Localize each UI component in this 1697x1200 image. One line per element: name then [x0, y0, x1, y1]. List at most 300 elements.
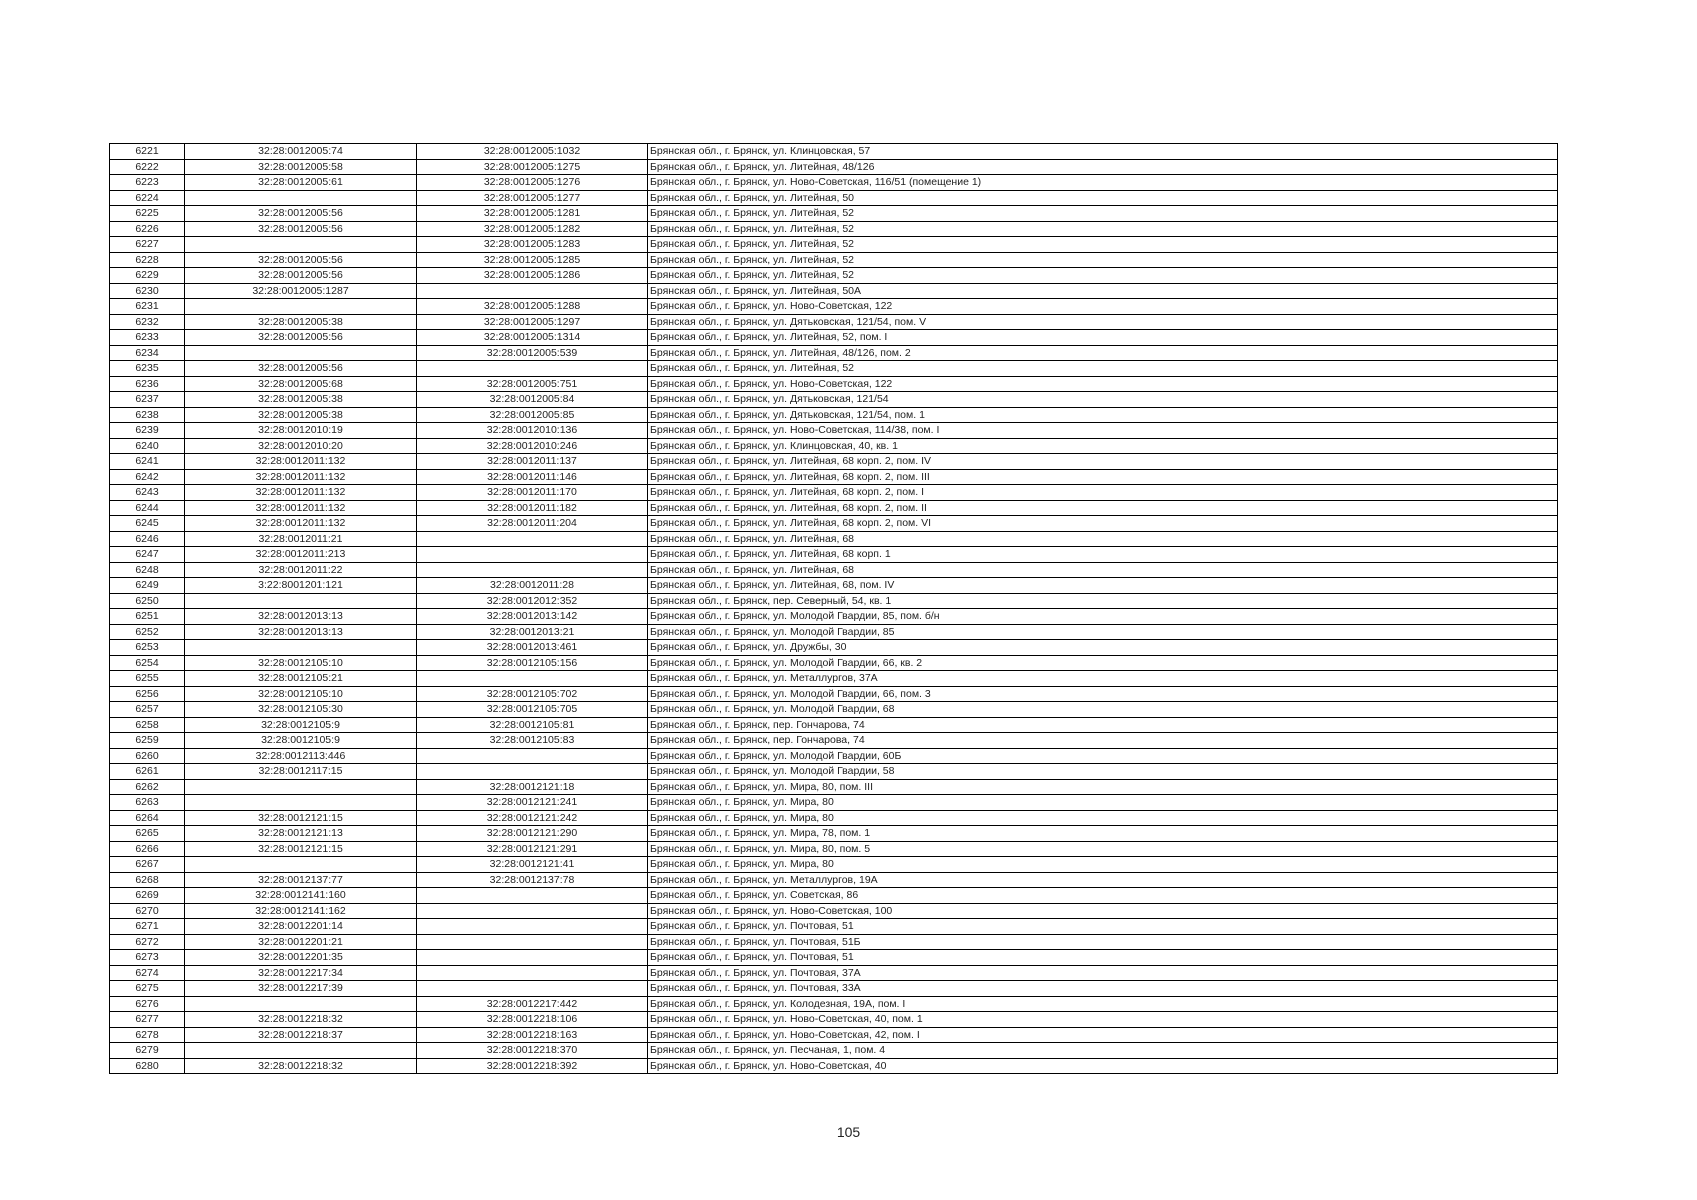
table-row — [110, 1027, 1558, 1043]
parent-cadastral-number-cell: 32:28:0012005:56 — [185, 268, 417, 284]
row-number-cell: 6235 — [110, 361, 185, 377]
object-cadastral-number-cell: 32:28:0012005:1275 — [417, 159, 648, 175]
parent-cadastral-number-cell: 32:28:0012005:56 — [185, 252, 417, 268]
object-cadastral-number-cell: 32:28:0012010:136 — [417, 423, 648, 439]
parent-cadastral-number-cell: 32:28:0012011:21 — [185, 531, 417, 547]
table-row — [110, 438, 1558, 454]
parent-cadastral-number-cell: 32:28:0012121:15 — [185, 841, 417, 857]
parent-cadastral-number-cell — [185, 593, 417, 609]
row-number-cell: 6246 — [110, 531, 185, 547]
object-cadastral-number-cell — [417, 531, 648, 547]
object-cadastral-number-cell: 32:28:0012005:84 — [417, 392, 648, 408]
parent-cadastral-number-cell: 32:28:0012005:58 — [185, 159, 417, 175]
row-number-cell: 6244 — [110, 500, 185, 516]
address-cell: Брянская обл., г. Брянск, ул. Дятьковская, 121/54, пом. V — [648, 314, 1558, 330]
table-row — [110, 702, 1558, 718]
address-cell: Брянская обл., г. Брянск, ул. Молодой Гвардии, 66, пом. 3 — [648, 686, 1558, 702]
address-cell: Брянская обл., г. Брянск, ул. Литейная, 68 — [648, 531, 1558, 547]
address-cell: Брянская обл., г. Брянск, ул. Литейная, 52 — [648, 206, 1558, 222]
object-cadastral-number-cell: 32:28:0012217:442 — [417, 996, 648, 1012]
table-row — [110, 423, 1558, 439]
table-row — [110, 330, 1558, 346]
table-row — [110, 686, 1558, 702]
address-cell: Брянская обл., г. Брянск, ул. Молодой Гвардии, 58 — [648, 764, 1558, 780]
table-row — [110, 283, 1558, 299]
object-cadastral-number-cell — [417, 764, 648, 780]
object-cadastral-number-cell — [417, 671, 648, 687]
object-cadastral-number-cell: 32:28:0012005:1277 — [417, 190, 648, 206]
parent-cadastral-number-cell: 32:28:0012005:74 — [185, 144, 417, 160]
table-row — [110, 407, 1558, 423]
address-cell: Брянская обл., г. Брянск, ул. Ново-Советская, 116/51 (помещение 1) — [648, 175, 1558, 191]
address-cell: Брянская обл., г. Брянск, ул. Дружбы, 30 — [648, 640, 1558, 656]
parent-cadastral-number-cell: 32:28:0012218:32 — [185, 1012, 417, 1028]
address-cell: Брянская обл., г. Брянск, ул. Песчаная, 1, пом. 4 — [648, 1043, 1558, 1059]
table-row — [110, 1043, 1558, 1059]
row-number-cell: 6233 — [110, 330, 185, 346]
table-row — [110, 764, 1558, 780]
object-cadastral-number-cell: 32:28:0012005:1276 — [417, 175, 648, 191]
table-row — [110, 144, 1558, 160]
object-cadastral-number-cell: 32:28:0012105:705 — [417, 702, 648, 718]
address-cell: Брянская обл., г. Брянск, ул. Ново-Советская, 42, пом. I — [648, 1027, 1558, 1043]
parent-cadastral-number-cell: 32:28:0012113:446 — [185, 748, 417, 764]
table-row — [110, 810, 1558, 826]
row-number-cell: 6273 — [110, 950, 185, 966]
row-number-cell: 6249 — [110, 578, 185, 594]
row-number-cell: 6277 — [110, 1012, 185, 1028]
parent-cadastral-number-cell — [185, 857, 417, 873]
parent-cadastral-number-cell: 32:28:0012117:15 — [185, 764, 417, 780]
object-cadastral-number-cell — [417, 919, 648, 935]
table-row — [110, 485, 1558, 501]
table-row — [110, 314, 1558, 330]
object-cadastral-number-cell — [417, 950, 648, 966]
parent-cadastral-number-cell: 32:28:0012005:38 — [185, 392, 417, 408]
address-cell: Брянская обл., г. Брянск, ул. Дятьковская, 121/54, пом. 1 — [648, 407, 1558, 423]
object-cadastral-number-cell — [417, 283, 648, 299]
parent-cadastral-number-cell: 3:22:8001201:121 — [185, 578, 417, 594]
table-row — [110, 221, 1558, 237]
object-cadastral-number-cell: 32:28:0012005:85 — [417, 407, 648, 423]
table-row — [110, 361, 1558, 377]
object-cadastral-number-cell: 32:28:0012013:461 — [417, 640, 648, 656]
row-number-cell: 6256 — [110, 686, 185, 702]
property-register-table — [109, 143, 1558, 1074]
row-number-cell: 6252 — [110, 624, 185, 640]
address-cell: Брянская обл., г. Брянск, ул. Литейная, 52 — [648, 237, 1558, 253]
address-cell: Брянская обл., г. Брянск, ул. Ново-Советская, 100 — [648, 903, 1558, 919]
table-row — [110, 981, 1558, 997]
table-row — [110, 1058, 1558, 1074]
parent-cadastral-number-cell: 32:28:0012005:38 — [185, 314, 417, 330]
parent-cadastral-number-cell: 32:28:0012005:56 — [185, 330, 417, 346]
address-cell: Брянская обл., г. Брянск, ул. Мира, 80 — [648, 795, 1558, 811]
row-number-cell: 6264 — [110, 810, 185, 826]
parent-cadastral-number-cell: 32:28:0012011:132 — [185, 454, 417, 470]
table-row — [110, 252, 1558, 268]
table-row — [110, 516, 1558, 532]
object-cadastral-number-cell — [417, 934, 648, 950]
address-cell: Брянская обл., г. Брянск, ул. Почтовая, 51 — [648, 950, 1558, 966]
row-number-cell: 6245 — [110, 516, 185, 532]
parent-cadastral-number-cell: 32:28:0012105:10 — [185, 655, 417, 671]
object-cadastral-number-cell: 32:28:0012005:1032 — [417, 144, 648, 160]
row-number-cell: 6221 — [110, 144, 185, 160]
table-row — [110, 1012, 1558, 1028]
table-row — [110, 237, 1558, 253]
address-cell: Брянская обл., г. Брянск, ул. Почтовая, 37А — [648, 965, 1558, 981]
table-row — [110, 593, 1558, 609]
row-number-cell: 6253 — [110, 640, 185, 656]
table-row — [110, 671, 1558, 687]
object-cadastral-number-cell: 32:28:0012005:1285 — [417, 252, 648, 268]
object-cadastral-number-cell: 32:28:0012011:170 — [417, 485, 648, 501]
parent-cadastral-number-cell: 32:28:0012011:132 — [185, 485, 417, 501]
object-cadastral-number-cell: 32:28:0012011:28 — [417, 578, 648, 594]
parent-cadastral-number-cell: 32:28:0012121:15 — [185, 810, 417, 826]
object-cadastral-number-cell: 32:28:0012005:1283 — [417, 237, 648, 253]
address-cell: Брянская обл., г. Брянск, ул. Литейная, 52 — [648, 252, 1558, 268]
row-number-cell: 6225 — [110, 206, 185, 222]
parent-cadastral-number-cell: 32:28:0012005:68 — [185, 376, 417, 392]
object-cadastral-number-cell: 32:28:0012010:246 — [417, 438, 648, 454]
address-cell: Брянская обл., г. Брянск, ул. Литейная, 50А — [648, 283, 1558, 299]
address-cell: Брянская обл., г. Брянск, ул. Молодой Гвардии, 66, кв. 2 — [648, 655, 1558, 671]
row-number-cell: 6279 — [110, 1043, 185, 1059]
address-cell: Брянская обл., г. Брянск, пер. Северный, 54, кв. 1 — [648, 593, 1558, 609]
parent-cadastral-number-cell — [185, 779, 417, 795]
address-cell: Брянская обл., г. Брянск, ул. Литейная, 52 — [648, 268, 1558, 284]
table-row — [110, 206, 1558, 222]
parent-cadastral-number-cell — [185, 237, 417, 253]
address-cell: Брянская обл., г. Брянск, ул. Литейная, 52 — [648, 361, 1558, 377]
address-cell: Брянская обл., г. Брянск, ул. Ново-Советская, 114/38, пом. I — [648, 423, 1558, 439]
object-cadastral-number-cell: 32:28:0012121:241 — [417, 795, 648, 811]
table-row — [110, 640, 1558, 656]
table-row — [110, 655, 1558, 671]
row-number-cell: 6224 — [110, 190, 185, 206]
address-cell: Брянская обл., г. Брянск, ул. Мира, 78, пом. 1 — [648, 826, 1558, 842]
row-number-cell: 6274 — [110, 965, 185, 981]
table-row — [110, 872, 1558, 888]
object-cadastral-number-cell: 32:28:0012121:18 — [417, 779, 648, 795]
address-cell: Брянская обл., г. Брянск, ул. Литейная, 68 корп. 2, пом. III — [648, 469, 1558, 485]
table-row — [110, 624, 1558, 640]
table-row — [110, 531, 1558, 547]
parent-cadastral-number-cell — [185, 345, 417, 361]
table-row — [110, 717, 1558, 733]
object-cadastral-number-cell: 32:28:0012121:242 — [417, 810, 648, 826]
row-number-cell: 6247 — [110, 547, 185, 563]
row-number-cell: 6275 — [110, 981, 185, 997]
address-cell: Брянская обл., г. Брянск, ул. Литейная, 68 корп. 2, пом. II — [648, 500, 1558, 516]
table-row — [110, 578, 1558, 594]
object-cadastral-number-cell: 32:28:0012005:751 — [417, 376, 648, 392]
object-cadastral-number-cell: 32:28:0012005:1297 — [417, 314, 648, 330]
row-number-cell: 6255 — [110, 671, 185, 687]
object-cadastral-number-cell: 32:28:0012218:106 — [417, 1012, 648, 1028]
object-cadastral-number-cell — [417, 748, 648, 764]
address-cell: Брянская обл., г. Брянск, ул. Молодой Гвардии, 60Б — [648, 748, 1558, 764]
parent-cadastral-number-cell: 32:28:0012005:1287 — [185, 283, 417, 299]
table-row — [110, 841, 1558, 857]
parent-cadastral-number-cell: 32:28:0012005:38 — [185, 407, 417, 423]
parent-cadastral-number-cell: 32:28:0012218:37 — [185, 1027, 417, 1043]
row-number-cell: 6237 — [110, 392, 185, 408]
parent-cadastral-number-cell — [185, 1043, 417, 1059]
row-number-cell: 6238 — [110, 407, 185, 423]
table-row — [110, 190, 1558, 206]
row-number-cell: 6259 — [110, 733, 185, 749]
table-row — [110, 950, 1558, 966]
row-number-cell: 6269 — [110, 888, 185, 904]
row-number-cell: 6248 — [110, 562, 185, 578]
address-cell: Брянская обл., г. Брянск, ул. Литейная, 48/126, пом. 2 — [648, 345, 1558, 361]
parent-cadastral-number-cell: 32:28:0012011:132 — [185, 469, 417, 485]
parent-cadastral-number-cell: 32:28:0012005:56 — [185, 206, 417, 222]
address-cell: Брянская обл., г. Брянск, ул. Мира, 80, пом. III — [648, 779, 1558, 795]
address-cell: Брянская обл., г. Брянск, ул. Почтовая, 51Б — [648, 934, 1558, 950]
address-cell: Брянская обл., г. Брянск, ул. Литейная, 68, пом. IV — [648, 578, 1558, 594]
table-row — [110, 392, 1558, 408]
parent-cadastral-number-cell — [185, 299, 417, 315]
address-cell: Брянская обл., г. Брянск, ул. Литейная, 68 — [648, 562, 1558, 578]
table-row — [110, 748, 1558, 764]
address-cell: Брянская обл., г. Брянск, ул. Клинцовская, 57 — [648, 144, 1558, 160]
parent-cadastral-number-cell: 32:28:0012011:213 — [185, 547, 417, 563]
parent-cadastral-number-cell: 32:28:0012011:132 — [185, 500, 417, 516]
address-cell: Брянская обл., г. Брянск, ул. Литейная, 52 — [648, 221, 1558, 237]
row-number-cell: 6267 — [110, 857, 185, 873]
object-cadastral-number-cell: 32:28:0012005:1286 — [417, 268, 648, 284]
parent-cadastral-number-cell: 32:28:0012013:13 — [185, 609, 417, 625]
address-cell: Брянская обл., г. Брянск, ул. Ново-Советская, 40, пом. 1 — [648, 1012, 1558, 1028]
parent-cadastral-number-cell: 32:28:0012201:14 — [185, 919, 417, 935]
parent-cadastral-number-cell: 32:28:0012141:162 — [185, 903, 417, 919]
parent-cadastral-number-cell: 32:28:0012201:21 — [185, 934, 417, 950]
object-cadastral-number-cell: 32:28:0012218:370 — [417, 1043, 648, 1059]
table-row — [110, 826, 1558, 842]
object-cadastral-number-cell: 32:28:0012011:182 — [417, 500, 648, 516]
address-cell: Брянская обл., г. Брянск, ул. Советская, 86 — [648, 888, 1558, 904]
table-row — [110, 454, 1558, 470]
object-cadastral-number-cell: 32:28:0012121:290 — [417, 826, 648, 842]
object-cadastral-number-cell: 32:28:0012121:41 — [417, 857, 648, 873]
object-cadastral-number-cell — [417, 562, 648, 578]
row-number-cell: 6241 — [110, 454, 185, 470]
row-number-cell: 6266 — [110, 841, 185, 857]
table-row — [110, 919, 1558, 935]
address-cell: Брянская обл., г. Брянск, пер. Гончарова, 74 — [648, 717, 1558, 733]
parent-cadastral-number-cell: 32:28:0012141:160 — [185, 888, 417, 904]
address-cell: Брянская обл., г. Брянск, ул. Клинцовская, 40, кв. 1 — [648, 438, 1558, 454]
table-row — [110, 733, 1558, 749]
row-number-cell: 6231 — [110, 299, 185, 315]
parent-cadastral-number-cell: 32:28:0012105:9 — [185, 733, 417, 749]
object-cadastral-number-cell: 32:28:0012105:81 — [417, 717, 648, 733]
page-number: 105 — [836, 1124, 861, 1140]
parent-cadastral-number-cell: 32:28:0012005:61 — [185, 175, 417, 191]
table-row — [110, 795, 1558, 811]
object-cadastral-number-cell — [417, 888, 648, 904]
table-row — [110, 965, 1558, 981]
address-cell: Брянская обл., г. Брянск, ул. Мира, 80 — [648, 810, 1558, 826]
row-number-cell: 6227 — [110, 237, 185, 253]
address-cell: Брянская обл., г. Брянск, ул. Дятьковская, 121/54 — [648, 392, 1558, 408]
address-cell: Брянская обл., г. Брянск, ул. Литейная, 68 корп. 2, пом. VI — [648, 516, 1558, 532]
register-table-body — [110, 144, 1558, 1074]
object-cadastral-number-cell: 32:28:0012218:163 — [417, 1027, 648, 1043]
table-row — [110, 500, 1558, 516]
table-row — [110, 175, 1558, 191]
row-number-cell: 6228 — [110, 252, 185, 268]
address-cell: Брянская обл., г. Брянск, ул. Литейная, 68 корп. 2, пом. IV — [648, 454, 1558, 470]
parent-cadastral-number-cell: 32:28:0012217:39 — [185, 981, 417, 997]
row-number-cell: 6261 — [110, 764, 185, 780]
object-cadastral-number-cell: 32:28:0012005:1281 — [417, 206, 648, 222]
parent-cadastral-number-cell — [185, 795, 417, 811]
row-number-cell: 6240 — [110, 438, 185, 454]
table-row — [110, 934, 1558, 950]
address-cell: Брянская обл., г. Брянск, ул. Металлургов, 19А — [648, 872, 1558, 888]
row-number-cell: 6265 — [110, 826, 185, 842]
object-cadastral-number-cell: 32:28:0012137:78 — [417, 872, 648, 888]
address-cell: Брянская обл., г. Брянск, ул. Литейная, 50 — [648, 190, 1558, 206]
table-row — [110, 779, 1558, 795]
parent-cadastral-number-cell: 32:28:0012121:13 — [185, 826, 417, 842]
object-cadastral-number-cell: 32:28:0012012:352 — [417, 593, 648, 609]
parent-cadastral-number-cell — [185, 190, 417, 206]
row-number-cell: 6268 — [110, 872, 185, 888]
table-row — [110, 996, 1558, 1012]
table-row — [110, 857, 1558, 873]
object-cadastral-number-cell: 32:28:0012013:21 — [417, 624, 648, 640]
table-row — [110, 159, 1558, 175]
address-cell: Брянская обл., г. Брянск, ул. Молодой Гвардии, 85 — [648, 624, 1558, 640]
object-cadastral-number-cell — [417, 965, 648, 981]
parent-cadastral-number-cell: 32:28:0012105:21 — [185, 671, 417, 687]
object-cadastral-number-cell: 32:28:0012105:156 — [417, 655, 648, 671]
address-cell: Брянская обл., г. Брянск, ул. Литейная, 68 корп. 1 — [648, 547, 1558, 563]
table-row — [110, 547, 1558, 563]
table-row — [110, 888, 1558, 904]
row-number-cell: 6243 — [110, 485, 185, 501]
parent-cadastral-number-cell: 32:28:0012201:35 — [185, 950, 417, 966]
parent-cadastral-number-cell: 32:28:0012013:13 — [185, 624, 417, 640]
parent-cadastral-number-cell: 32:28:0012011:132 — [185, 516, 417, 532]
object-cadastral-number-cell — [417, 361, 648, 377]
object-cadastral-number-cell — [417, 547, 648, 563]
object-cadastral-number-cell: 32:28:0012005:539 — [417, 345, 648, 361]
address-cell: Брянская обл., г. Брянск, ул. Ново-Советская, 40 — [648, 1058, 1558, 1074]
row-number-cell: 6260 — [110, 748, 185, 764]
parent-cadastral-number-cell — [185, 996, 417, 1012]
object-cadastral-number-cell: 32:28:0012218:392 — [417, 1058, 648, 1074]
row-number-cell: 6271 — [110, 919, 185, 935]
object-cadastral-number-cell: 32:28:0012005:1314 — [417, 330, 648, 346]
object-cadastral-number-cell: 32:28:0012005:1282 — [417, 221, 648, 237]
row-number-cell: 6254 — [110, 655, 185, 671]
row-number-cell: 6239 — [110, 423, 185, 439]
parent-cadastral-number-cell: 32:28:0012005:56 — [185, 221, 417, 237]
row-number-cell: 6263 — [110, 795, 185, 811]
table-row — [110, 562, 1558, 578]
object-cadastral-number-cell: 32:28:0012013:142 — [417, 609, 648, 625]
parent-cadastral-number-cell: 32:28:0012105:10 — [185, 686, 417, 702]
parent-cadastral-number-cell: 32:28:0012105:9 — [185, 717, 417, 733]
table-row — [110, 299, 1558, 315]
parent-cadastral-number-cell: 32:28:0012137:77 — [185, 872, 417, 888]
object-cadastral-number-cell: 32:28:0012121:291 — [417, 841, 648, 857]
row-number-cell: 6223 — [110, 175, 185, 191]
row-number-cell: 6229 — [110, 268, 185, 284]
row-number-cell: 6232 — [110, 314, 185, 330]
address-cell: Брянская обл., г. Брянск, ул. Мира, 80 — [648, 857, 1558, 873]
object-cadastral-number-cell: 32:28:0012011:146 — [417, 469, 648, 485]
object-cadastral-number-cell: 32:28:0012105:83 — [417, 733, 648, 749]
row-number-cell: 6222 — [110, 159, 185, 175]
object-cadastral-number-cell: 32:28:0012005:1288 — [417, 299, 648, 315]
row-number-cell: 6272 — [110, 934, 185, 950]
table-row — [110, 345, 1558, 361]
row-number-cell: 6257 — [110, 702, 185, 718]
address-cell: Брянская обл., г. Брянск, ул. Металлургов, 37А — [648, 671, 1558, 687]
table-row — [110, 469, 1558, 485]
table-row — [110, 609, 1558, 625]
parent-cadastral-number-cell: 32:28:0012010:20 — [185, 438, 417, 454]
address-cell: Брянская обл., г. Брянск, ул. Почтовая, 33А — [648, 981, 1558, 997]
address-cell: Брянская обл., г. Брянск, ул. Мира, 80, пом. 5 — [648, 841, 1558, 857]
address-cell: Брянская обл., г. Брянск, ул. Молодой Гвардии, 68 — [648, 702, 1558, 718]
table-row — [110, 268, 1558, 284]
table-row — [110, 903, 1558, 919]
address-cell: Брянская обл., г. Брянск, пер. Гончарова, 74 — [648, 733, 1558, 749]
row-number-cell: 6250 — [110, 593, 185, 609]
parent-cadastral-number-cell: 32:28:0012005:56 — [185, 361, 417, 377]
object-cadastral-number-cell: 32:28:0012105:702 — [417, 686, 648, 702]
row-number-cell: 6262 — [110, 779, 185, 795]
row-number-cell: 6234 — [110, 345, 185, 361]
parent-cadastral-number-cell: 32:28:0012218:32 — [185, 1058, 417, 1074]
row-number-cell: 6230 — [110, 283, 185, 299]
address-cell: Брянская обл., г. Брянск, ул. Литейная, 52, пом. I — [648, 330, 1558, 346]
row-number-cell: 6280 — [110, 1058, 185, 1074]
object-cadastral-number-cell — [417, 903, 648, 919]
row-number-cell: 6236 — [110, 376, 185, 392]
row-number-cell: 6276 — [110, 996, 185, 1012]
parent-cadastral-number-cell: 32:28:0012010:19 — [185, 423, 417, 439]
table-row — [110, 376, 1558, 392]
address-cell: Брянская обл., г. Брянск, ул. Ново-Советская, 122 — [648, 299, 1558, 315]
row-number-cell: 6242 — [110, 469, 185, 485]
address-cell: Брянская обл., г. Брянск, ул. Колодезная, 19А, пом. I — [648, 996, 1558, 1012]
address-cell: Брянская обл., г. Брянск, ул. Литейная, 68 корп. 2, пом. I — [648, 485, 1558, 501]
row-number-cell: 6251 — [110, 609, 185, 625]
address-cell: Брянская обл., г. Брянск, ул. Молодой Гвардии, 85, пом. б/н — [648, 609, 1558, 625]
row-number-cell: 6226 — [110, 221, 185, 237]
object-cadastral-number-cell: 32:28:0012011:137 — [417, 454, 648, 470]
object-cadastral-number-cell: 32:28:0012011:204 — [417, 516, 648, 532]
parent-cadastral-number-cell: 32:28:0012217:34 — [185, 965, 417, 981]
address-cell: Брянская обл., г. Брянск, ул. Ново-Советская, 122 — [648, 376, 1558, 392]
address-cell: Брянская обл., г. Брянск, ул. Литейная, 48/126 — [648, 159, 1558, 175]
row-number-cell: 6278 — [110, 1027, 185, 1043]
row-number-cell: 6258 — [110, 717, 185, 733]
row-number-cell: 6270 — [110, 903, 185, 919]
parent-cadastral-number-cell: 32:28:0012011:22 — [185, 562, 417, 578]
address-cell: Брянская обл., г. Брянск, ул. Почтовая, 51 — [648, 919, 1558, 935]
